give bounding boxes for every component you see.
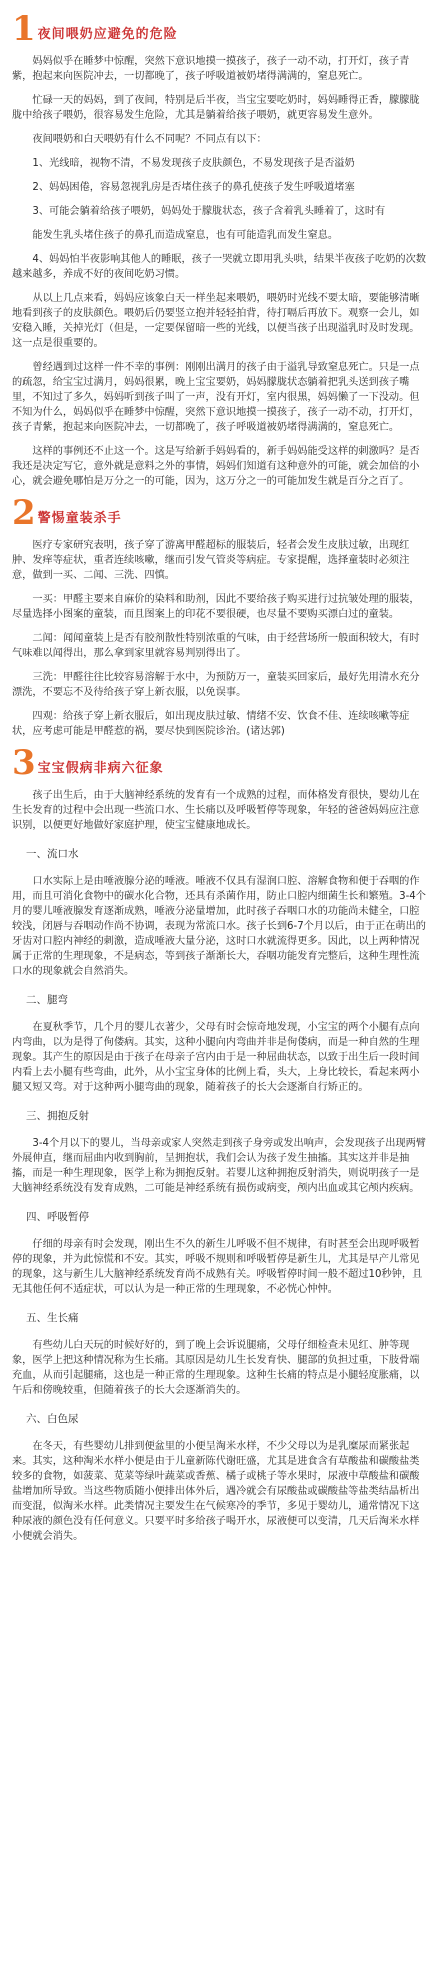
section-title: 夜间喂奶应避免的危险 [37, 27, 178, 42]
subsection-heading: 五、生长痛 [26, 1312, 79, 1324]
section-title: 宝宝假病非病六征象 [37, 761, 164, 776]
section-night-feeding [12, 9, 428, 489]
section-heading [12, 743, 428, 783]
paragraph: 医疗专家研究表明，孩子穿了游离甲醛超标的服装后，轻者会发生皮肤过敏，出现红肿、发痒等症状，重者连续咳嗽，继而引发气管炎等病症。专家提醒，选择童装时必须注意，做到一买、二闻、三洗、四慎。 [12, 540, 410, 581]
paragraph: 妈妈似乎在睡梦中惊醒，突然下意识地摸一摸孩子，孩子一动不动，打开灯，孩子青紫，抱起来向医院冲去，一切都晚了，孩子呼吸道被奶堵得满满的，窒息死亡。 [12, 56, 410, 82]
paragraph: 夜间喂奶和白天喂奶有什么不同呢？不同点有以下： [32, 134, 267, 145]
subsection-heading: 二、腿弯 [26, 994, 68, 1006]
paragraph: 四观：给孩子穿上新衣服后，如出现皮肤过敏、情绪不安、饮食不佳、连续咳嗽等症状，应考虑可能是甲醛惹的祸，要尽快到医院诊治。(诸达郭) [12, 711, 410, 737]
paragraph: 能发生乳头堵住孩子的鼻孔而造成窒息，也有可能造乳而发生窒息。 [32, 230, 339, 241]
section-children-clothing [12, 493, 428, 739]
list-item: 1、光线暗，视物不清，不易发现孩子皮肤颜色，不易发现孩子是否溢奶 [32, 158, 355, 169]
paragraph: 曾经遇到过这样一件不幸的事例：刚刚出满月的孩子由于溢乳导致窒息死亡。只是一点的疏忽，给宝宝过满月，妈妈很累，晚上宝宝要奶，妈妈朦胧状态躺着把乳头送到孩子嘴里，不知过了多久，妈妈听到孩子叫了一声，没有开灯，室内很黑，妈妈懒了一下没动。但不知为什么，妈妈似乎在睡梦中惊醒，突然下意识地摸一摸孩子，孩子一动不动，打开灯，孩子青紫，抱起来向医院冲去，一切都晚了，孩子呼吸道被奶堵得满满的，窒息死亡。 [12, 362, 420, 433]
section-title: 警惕童装杀手 [37, 511, 122, 526]
paragraph: 一买：甲醛主要来自麻价的染料和助剂，因此不要给孩子购买进行过抗皱处理的服装，尽量选择小图案的童装，而且图案上的印花不要很硬，也尽量不要购买漂白过的童装。 [12, 594, 420, 620]
paragraph: 孩子出生后，由于大脑神经系统的发育有一个成熟的过程，而体格发育很快，婴幼儿在生长发育的过程中会出现一些流口水、生长痛以及呼吸暂停等现象，年轻的爸爸妈妈应注意识别，以便更好地做好家庭护理，使宝宝健康地成长。 [12, 790, 420, 831]
paragraph: 从以上几点来看，妈妈应该象白天一样坐起来喂奶，喂奶时光线不要太暗，要能够清晰地看到孩子的皮肤颜色。喂奶后仍要竖立抱并轻轻拍背，待打嗝后再放下。观察一会儿，如安稳入睡，关掉光灯（但是，一定要保留暗一些的光线，以便当孩子出现溢乳时及时发现。这一点是很重要的。 [12, 293, 420, 349]
section-heading [12, 9, 428, 49]
paragraph: 忙碌一天的妈妈，到了夜间，特别是后半夜，当宝宝要吃奶时，妈妈睡得正香，朦朦胧胧中给孩子喂奶，很容易发生危险，尤其是躺着给孩子喂奶，就更容易发生意外。 [12, 95, 420, 121]
paragraph: 三洗：甲醛往往比较容易溶解于水中，为预防万一，童装买回家后，最好先用清水充分漂洗，不要忘不及待给孩子穿上新衣服，以免误事。 [12, 672, 420, 698]
section-heading [12, 493, 428, 533]
paragraph: 在冬天，有些婴幼儿排到便盆里的小便呈淘米水样，不少父母以为是乳糜尿而紧张起来。其实，这种淘米水样小便是由于儿童新陈代谢旺盛，尤其是进食含有草酸盐和碳酸盐类较多的食物，如菠菜、苋菜等绿叶蔬菜或香蕉、橘子或桃子等水果时，尿液中草酸盐和碳酸盐增加所导致。当这些物质随小便排出体外后，遇冷就会有尿酸盐或碳酸盐等盐类结晶析出而变混，似淘米水样。此类情况主要发生在气候寒冷的季节，多见于婴幼儿，通常情况下这种尿液的颜色没有任何意义。只要平时多给孩子喝开水，尿液便可以变清，几天后淘米水样小便就会消失。 [12, 1441, 420, 1542]
list-item: 2、妈妈困倦，容易忽视乳房是否堵住孩子的鼻孔使孩子发生呼吸道堵塞 [32, 182, 355, 193]
paragraph: 这样的事例还不止这一个。这是写给新手妈妈看的，新手妈妈能受这样的刺激吗？是否我还是决定写它，意外就是意料之外的事情，妈妈们知道有这种意外的可能，就会加倍的小心，就会避免哪怕是万分之一的可能，因为，这万分之一的可能加发生就是百分之百了。 [12, 446, 420, 487]
list-item: 4、妈妈怕半夜影响其他人的睡眠，孩子一哭就立即用乳头哄，结果半夜孩子吃奶的次数越来越多，养成不好的夜间吃奶习惯。 [12, 254, 426, 280]
subsection-heading: 三、拥抱反射 [26, 1110, 89, 1122]
paragraph: 3-4个月以下的婴儿，当母亲或家人突然走到孩子身旁或发出响声，会发现孩子出现两臂外展伸直，继而屈曲内收到胸前，呈拥抱状，我们会认为孩子发生抽搐。其实这并非是抽搐，而是一种生理现象，医学上称为拥抱反射。若婴儿这种拥抱反射消失，则说明孩子一是大脑神经系统没有发育成熟，二可能是神经系统有损伤或病变，颅内出血或其它颅内疾病。 [12, 1138, 426, 1194]
section-false-symptoms [12, 743, 428, 1544]
subsection-heading: 六、白色尿 [26, 1413, 79, 1425]
section-number: 2 [12, 493, 36, 533]
section-number: 1 [12, 9, 36, 49]
paragraph: 在夏秋季节，几个月的婴儿衣著少，父母有时会惊奇地发现，小宝宝的两个小腿有点向内弯曲，以为是得了佝偻病。其实，这种小腿向内弯曲并非是佝偻病，而是一种自然的生理现象。其产生的原因是由于孩子在母亲子宫内由于是一种屈曲状态，以致于出生后一段时间内看上去小腿有些弯曲，此外，从小宝宝身体的比例上看，头大，上身比较长，看起来两小腿又短又弯。对于这种两小腿弯曲的现象，随着孩子的长大会逐渐自行矫正的。 [12, 1022, 420, 1093]
section-number: 3 [12, 743, 36, 783]
list-item: 3、可能会躺着给孩子喂奶，妈妈处于朦胧状态，孩子含着乳头睡着了，这时有 [32, 206, 386, 217]
paragraph: 有些幼儿白天玩的时候好好的，到了晚上会诉说腿痛，父母仔细检查未见红、肿等现象，医学上把这种情况称为生长痛。其原因是幼儿生长发育快、腿部的负担过重，下肢骨端充血，从而引起腿痛，这也是一种正常的生理现象。这种生长痛的特点是小腿轻度胀痛，以午后和傍晚较重，但随着孩子的长大会逐渐消失的。 [12, 1340, 420, 1396]
subsection-heading: 四、呼吸暂停 [26, 1211, 89, 1223]
paragraph: 二闻：闻闻童装上是否有胶剂散性特别浓重的气味，由于经营场所一般面积较大，有时气味难以闻得出，那么拿到家里就容易判别得出了。 [12, 633, 420, 659]
paragraph: 仔细的母亲有时会发现，刚出生不久的新生儿呼吸不但不规律，有时甚至会出现呼吸暂停的现象，并为此惊慌和不安。其实，呼吸不规则和呼吸暂停是新生儿，尤其是早产儿常见的现象，这与新生儿大脑神经系统发育尚不成熟有关。呼吸暂停时间一般不超过10秒钟，且无其他任何不适症状，可以认为是一种正常的生理现象，不必恍心忡忡。 [12, 1239, 423, 1295]
paragraph: 口水实际上是由唾液腺分泌的唾液。唾液不仅具有湿润口腔、溶解食物和便于吞咽的作用，而且可消化食物中的碳水化合物，还具有杀菌作用，防止口腔内细菌生长和繁殖。3-4个月的婴儿唾液腺发育逐渐成熟，唾液分泌量增加，此时孩子吞咽口水的功能尚未健全，口腔较浅，闭唇与吞咽动作尚不协调，表现为常流口水。孩子长到6-7个月以后，由于正在萌出的牙齿对口腔内神经的刺激，造成唾液大量分泌，这时口水就流得更多。因此，以上两种情况属于正常的生理现象，不是病态，等到孩子渐渐长大，吞咽功能发育完整后，这种生理性流口水的现象就会自然消失。 [12, 876, 426, 977]
subsection-heading: 一、流口水 [26, 848, 79, 860]
